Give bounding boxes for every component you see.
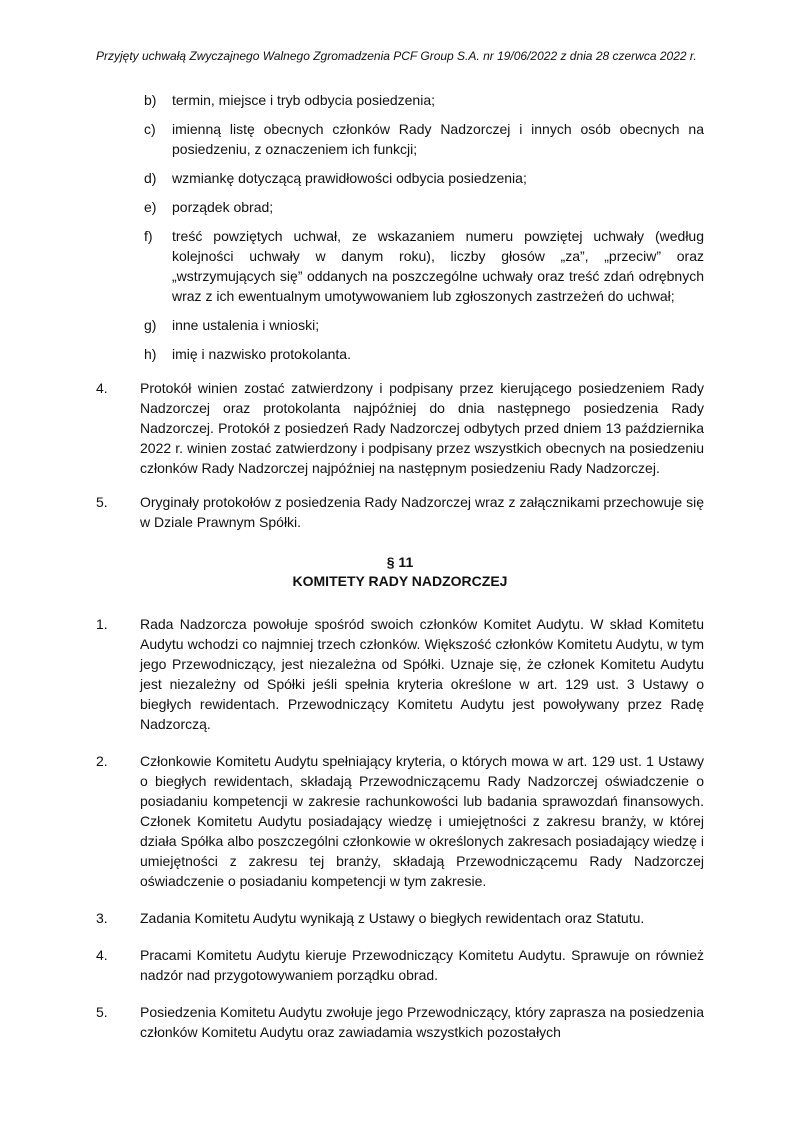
list-item-marker: 5. [96,494,108,510]
list-item [96,751,704,891]
list-item-text: Pracami Komitetu Audytu kieruje Przewodniczący Komitetu Audytu. Sprawuje on również nadzór nad przygotowywaniem porządku obrad. [140,947,704,983]
list-item-marker: g) [144,317,157,333]
list-item [144,226,704,306]
list-item-text: wzmiankę dotyczącą prawidłowości odbycia posiedzenia; [172,170,527,186]
list-item [96,1002,704,1042]
list-item-text: Rada Nadzorcza powołuje spośród swoich członków Komitet Audytu. W skład Komitetu Audytu wchodzi co najmniej trzech członków. Większość członków Komitetu Audytu, w tym jego Przewodniczący, jest niezależna od Spółki. Uznaje się, że członek Komitetu Audytu jest niezależny od Spółki jeśli spełnia kryteria określone w art. 129 ust. 3 Ustawy o biegłych rewidentach. Przewodniczący Komitetu Audytu jest powoływany przez Radę Nadzorczą. [140,616,704,732]
list-item-marker: 1. [96,616,108,632]
list-item-marker: 4. [96,947,108,963]
section-number: § 11 [386,554,414,570]
list-item [96,945,704,985]
list-item-marker: d) [144,170,157,186]
list-item-marker: c) [144,121,156,137]
list-item-text: imię i nazwisko protokolanta. [172,346,351,362]
list-item-text: Protokół winien zostać zatwierdzony i podpisany przez kierującego posiedzeniem Rady Nadzorczej oraz protokolanta najpóźniej do dnia następnego posiedzenia Rady Nadzorczej. Protokół z posiedzeń Rady Nadzorczej odbytych przed dniem 13 października 2022 r. winien zostać zatwierdzony i podpisany przez wszystkich obecnych na posiedzeniu członków Rady Nadzorczej najpóźniej na następnym posiedzeniu Rady Nadzorczej. [140,380,704,476]
document-header-note: Przyjęty uchwałą Zwyczajnego Walnego Zgromadzenia PCF Group S.A. nr 19/06/2022 z dnia 28 czerwca 2022 r. [96,49,697,63]
list-item [144,168,704,188]
list-item [144,344,704,364]
section-heading [96,553,704,591]
list-item-text: Członkowie Komitetu Audytu spełniający kryteria, o których mowa w art. 129 ust. 1 Ustawy o biegłych rewidentach, składają Przewodniczącemu Rady Nadzorczej oświadczenie o posiadaniu kompetencji w zakresie rachunkowości lub badania sprawozdań finansowych. Członek Komitetu Audytu posiadający wiedzę i umiejętności z zakresu branży, w której działa Spółka albo poszczególni członkowie w określonych zakresach posiadający wiedzę i umiejętności z zakresu tej branży, składają Przewodniczącemu Rady Nadzorczej oświadczenie o posiadaniu kompetencji w tym zakresie. [140,753,704,889]
lettered-list [96,90,704,364]
list-item-marker: b) [144,92,157,108]
list-item [96,614,704,734]
committee-numbered-list [96,614,704,1042]
list-item [144,119,704,159]
list-item-text: imienną listę obecnych członków Rady Nadzorczej i innych osób obecnych na posiedzeniu, z oznaczeniem ich funkcji; [172,121,704,157]
list-item-text: Oryginały protokołów z posiedzenia Rady Nadzorczej wraz z załącznikami przechowuje się w Dziale Prawnym Spółki. [140,494,704,530]
list-item-text: termin, miejsce i tryb odbycia posiedzenia; [172,92,436,108]
list-item-marker: 3. [96,910,108,926]
list-item-marker: 5. [96,1004,108,1020]
list-item-marker: e) [144,199,157,215]
list-item [96,908,704,928]
list-item-text: porządek obrad; [172,199,274,215]
list-item-text: Posiedzenia Komitetu Audytu zwołuje jego Przewodniczący, który zaprasza na posiedzenia członków Komitetu Audytu oraz zawiadamia wszystkich pozostałych [140,1004,704,1040]
list-item-text: treść powziętych uchwał, ze wskazaniem numeru powziętej uchwały (według kolejności uchwały w danym roku), liczby głosów „za”, „przeciw” oraz „wstrzymujących się” oddanych na poszczególne uchwały oraz treść zdań odrębnych wraz z ich ewentualnym umotywowaniem lub zgłoszonych zastrzeżeń do uchwał; [172,228,704,304]
list-item [144,315,704,335]
protocol-numbered-list [96,378,704,532]
list-item-marker: h) [144,346,157,362]
list-item-marker: 4. [96,380,108,396]
list-item-text: Zadania Komitetu Audytu wynikają z Ustawy o biegłych rewidentach oraz Statutu. [140,910,645,926]
list-item [96,378,704,478]
list-item-marker: 2. [96,753,108,769]
section-title: KOMITETY RADY NADZORCZEJ [292,573,508,589]
list-item [144,197,704,217]
list-item [96,492,704,532]
list-item [144,90,704,110]
list-item-text: inne ustalenia i wnioski; [172,317,320,333]
list-item-marker: f) [144,228,153,244]
